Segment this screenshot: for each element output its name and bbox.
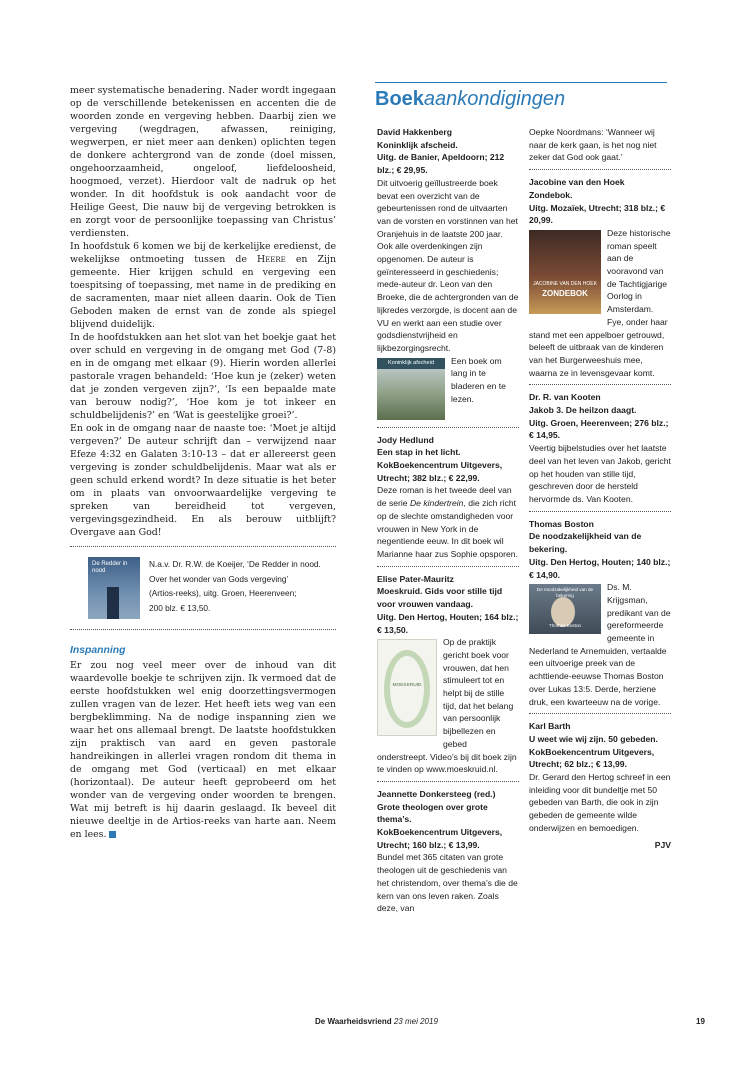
- description: Veertig bijbelstudies over het laatste deel van het leven van Jakob, gericht op het houden van stille tijd, geschreven door de hersteld hervormde ds. Van Kooten.: [529, 443, 671, 504]
- author: Elise Pater-Mauritz: [377, 573, 454, 584]
- description: Dr. Gerard den Hertog schreef in een inleiding voor dit bundeltje met 50 gebeden van Barth, die ook in zijn gebeden de gemeente wilde onderwijzen en bemoedigen.: [529, 772, 671, 833]
- description: Ds. M. Krijgsman, predikant van de gereformeerde gemeente in Nederland te Arnemuiden, vertaalde een uitvoerige preek van de achttiende-eeuwse Thomas Boston over Lukas 13:5. Derde, herziene druk, een kwarteeuw na de vorige.: [529, 582, 671, 707]
- book-cover-redder: [88, 557, 140, 619]
- author: Thomas Boston: [529, 518, 594, 529]
- publisher-info: Uitg. Den Hertog, Houten; 140 blz.; € 14,90.: [529, 556, 671, 580]
- publisher-info: Uitg. Den Hertog, Houten; 164 blz.; € 13,50.: [377, 611, 519, 635]
- article-paragraph: [70, 659, 336, 841]
- publisher-info: KokBoekencentrum Uitgevers, Utrecht; 160 blz.; € 13,99.: [377, 827, 503, 850]
- book-announcement: [377, 434, 519, 561]
- book-announcement: [529, 176, 671, 379]
- cover-author: JACOBINE VAN DEN HOEK: [533, 280, 597, 287]
- book-title: Een stap in het licht.: [377, 447, 461, 458]
- article-text: In hoofdstuk 6 komen we bij de kerkelijke eredienst, de wekelijkse ontmoeting tussen de: [70, 241, 336, 265]
- book-cover-moeskruid: [377, 639, 437, 736]
- publisher-info: KokBoekencentrum Uitgevers, Utrecht; 382 blz.; € 22,99.: [377, 460, 503, 483]
- book-announcement: [529, 391, 671, 505]
- cover-title: De noodzakelijkheid van de bekering: [536, 587, 594, 598]
- page-number: 19: [696, 1017, 705, 1026]
- publisher-info: Uitg. Groen, Heerenveen; 276 blz.; € 14,95.: [529, 417, 669, 441]
- book-cover-boston: [529, 584, 601, 634]
- book-announcement: [377, 573, 519, 776]
- article-column: [70, 84, 336, 841]
- book-announcement: [529, 720, 671, 851]
- notice-text: [149, 557, 321, 616]
- publisher-info: KokBoekencentrum Uitgevers, Utrecht; 62 blz.; € 13,99.: [529, 746, 655, 770]
- dotted-divider: [377, 781, 519, 782]
- header-bold: Boek: [375, 88, 424, 110]
- author: Jeannette Donkersteeg (red.): [377, 788, 496, 799]
- description-text: , die zich richt op de slechte omstandigheden voor vrouwen in New York in de negentiende eeuw. In dit boek wil Marianne haar zus Sophie opsporen.: [377, 498, 518, 559]
- heere-smallcaps: Heere: [257, 254, 286, 265]
- book-title: De noodzakelijkheid van de bekering.: [529, 531, 642, 555]
- header-italic: aankondigingen: [423, 88, 566, 110]
- publisher-info: Uitg. de Banier, Apeldoorn; 212 blz.; € 29,95.: [377, 152, 505, 176]
- book-announcement: [377, 126, 519, 422]
- cover-title: ZONDEBOK: [542, 288, 588, 298]
- book-announcement: [529, 518, 671, 709]
- notice-line: N.a.v. Dr. R.W. de Koeijer, ‘De Redder in nood.: [149, 559, 321, 569]
- author: Jacobine van den Hoek: [529, 177, 625, 188]
- notice-line: Over het wonder van Gods vergeving’: [149, 573, 289, 584]
- author: Jody Hedlund: [377, 434, 434, 445]
- description: Deze historische roman speelt aan de vooravond van de Tachtigjarige Oorlog in Amsterdam. Fye, onder haar stand met een appelboer getrouwd, beleeft de uitbraak van de kinderen van het Burgerweeshuis mee, waarna ze in levensgevaar komt.: [529, 227, 671, 378]
- book-title: Jakob 3. De heilzon daagt.: [529, 405, 637, 416]
- book-title: U weet wie wij zijn. 50 gebeden.: [529, 733, 658, 744]
- cover-title: MOESKRUID: [392, 683, 422, 689]
- description: Dit uitvoerig geïllustreerde boek bevat een overzicht van de gebeurtenissen rond de uitvaarten van de vorsten en vorstinnen van het Oranjehuis in de laatste 200 jaar. Ook alle overdenkingen zijn opgenomen. De auteur is geïnteresseerd in geschiedenis; mede-auteur dr. Leon van den Broeke, die de achtergronden van de lijkredes verzorgde, is docent aan de VU en werkt aan een studie over godsdienstvrijheid en lijkbezorgingsrecht.: [377, 177, 519, 353]
- book-cover-koninklijk-afscheid: [377, 358, 445, 420]
- book-cover-zondebok: [529, 230, 601, 314]
- magazine-info: [315, 1017, 438, 1026]
- announcements-column-b: [529, 126, 671, 851]
- description: Een boek om lang in te bladeren en te lezen.: [451, 355, 506, 404]
- notice-line: (Artios-reeks), uitg. Groen, Heerenveen;: [149, 588, 297, 599]
- announcements-header: [375, 82, 667, 111]
- announcements-column-a: [377, 126, 519, 915]
- book-title: Grote theologen over grote thema’s.: [377, 801, 488, 825]
- book-title: Zondebok.: [529, 189, 573, 200]
- signature-initials: PJV: [654, 839, 671, 850]
- series-name: De kindertrein: [409, 498, 464, 509]
- cover-title: Koninklijk afscheid: [377, 358, 445, 369]
- dotted-divider: [70, 546, 336, 547]
- description-text: Deze roman is het tweede deel van de serie: [377, 485, 512, 509]
- description: [377, 484, 519, 560]
- book-title: Moeskruid. Gids voor stille tijd voor vrouwen vandaag.: [377, 586, 503, 610]
- dotted-divider: [377, 566, 519, 567]
- author: Dr. R. van Kooten: [529, 392, 601, 403]
- dotted-divider: [529, 384, 671, 385]
- dotted-divider: [377, 427, 519, 428]
- description: Bundel met 365 citaten van grote theologen uit de geschiedenis van het christendom, over thema’s die de kern van ons leven raken. Zoals deze, van: [377, 852, 518, 914]
- article-text: en Zijn gemeente. Hier krijgen schuld en vergeving een toespitsing of toepassing, met name in de prediking en de sacramenten, maar niet alleen daarin. Ook de Tien Geboden maken de ernst van de zonde als spiegel blijvend duidelijk.: [70, 254, 336, 330]
- publisher-info: Uitg. Mozaïek, Utrecht; 318 blz.; € 20,99.: [529, 202, 666, 226]
- author: Karl Barth: [529, 721, 571, 732]
- notice-line: 200 blz. € 13,50.: [149, 603, 211, 614]
- article-text: Er zou nog veel meer over de inhoud van dit waardevolle boekje te schrijven zijn. Ik vermoed dat de eerste hoofdstukken wel enig doorzettingsvermogen zullen vragen van de lezer. Het heeft iets weg van een bergbeklimming. Na de nodige inspanning zien we waar het ons allemaal brengt. De laatste hoofdstukken zijn praktisch van aard en geven pastorale handreikingen in allerlei vragen rondom dit thema in de omgang met God (verticaal) en met elkaar (horizontaal). De auteur heeft geprobeerd om het wonder van de vergeving onder woorden te brengen. Wat mij betreft is hij daarin geslaagd. Ik beveel dit nieuwe deeltje in de Artios-reeks van harte aan. Neem en lees.: [70, 660, 336, 840]
- end-mark-icon: [109, 831, 116, 838]
- dotted-divider: [529, 169, 671, 170]
- dotted-divider: [529, 511, 671, 512]
- cover-author: Thomas Boston: [548, 622, 582, 628]
- book-title: Koninklijk afscheid.: [377, 139, 458, 150]
- cover-title: De Redder in nood: [92, 561, 128, 574]
- description: Op de praktijk gericht boek voor vrouwen, dat hen stimuleert tot en helpt bij de stille tijd, dat het belang van persoonlijk bijbellezen en gebed onderstreept. Video’s bij dit boek zijn te vinden op www.moeskruid.nl.: [377, 637, 517, 775]
- lighthouse-graphic: [107, 587, 119, 619]
- issue-date: 23 mei 2019: [393, 1017, 438, 1026]
- description-continued: Oepke Noordmans: ‘Wanneer wij naar de kerk gaan, is het nog niet zeker dat God ook gaat.’: [529, 127, 657, 163]
- book-notice: [70, 554, 336, 622]
- dotted-divider: [529, 713, 671, 714]
- article-paragraph: In de hoofdstukken aan het slot van het boekje gaat het over schuld en vergeving in de omgang met God (7-8) en in de omgang met elkaar (9). Hierin worden allerlei pastorale vragen behandeld: ‘Hoe kun je (zeker) weten dat je zonden vergeven zijn?’, ‘Is een bepaalde mate van berouw nodig?’, ‘Hoe kom je tot inkeer en schuldbelijdenis?’ en ‘Wat is geestelijke groei?’.: [70, 332, 336, 421]
- section-subheading: Inspanning: [70, 645, 126, 656]
- dotted-divider: [70, 629, 336, 630]
- article-paragraph: meer systematische benadering. Nader wordt ingegaan op de verschillende betekenissen en accenten die de woorden zonde en vergeving hebben. Daarbij zien we vergeving (wegdragen, afwassen, reiniging, wegwerpen, er niet meer aan denken) oplichten tegen de donkere achtergrond van de zonde (doel missen, ongehoorzaamheid, ongeloof, liefdeloosheid, hoogmoed, verzet). Hierdoor valt de nadruk op het wonder. In dit hoofdstuk is ook aandacht voor de Heilige Geest, Die nauw bij de vergeving betrokken is en zorgt voor de persoonlijke toepassing van Christus’ verdiensten.: [70, 85, 336, 239]
- magazine-name: De Waarheidsvriend: [315, 1017, 392, 1026]
- article-paragraph: [70, 240, 336, 331]
- article-paragraph: En ook in de omgang naar de naaste toe: ‘Moet je altijd vergeven?’ De auteur schrijft dan – verwijzend naar Efeze 4:32 en Galaten 3:10-13 – dat er allereerst geen vergeving is zonder schuldbelijdenis. Maar wat als er geen schuld erkend wordt? In deze situatie is het beter om in plaats van onvoorwaardelijke vergeving te spreken van bereidheid tot vergeven, vergevingsgezindheid. En als berouw uitblijft? Overgave aan God!: [70, 423, 336, 538]
- book-announcement: [377, 788, 519, 915]
- author: David Hakkenberg: [377, 127, 452, 137]
